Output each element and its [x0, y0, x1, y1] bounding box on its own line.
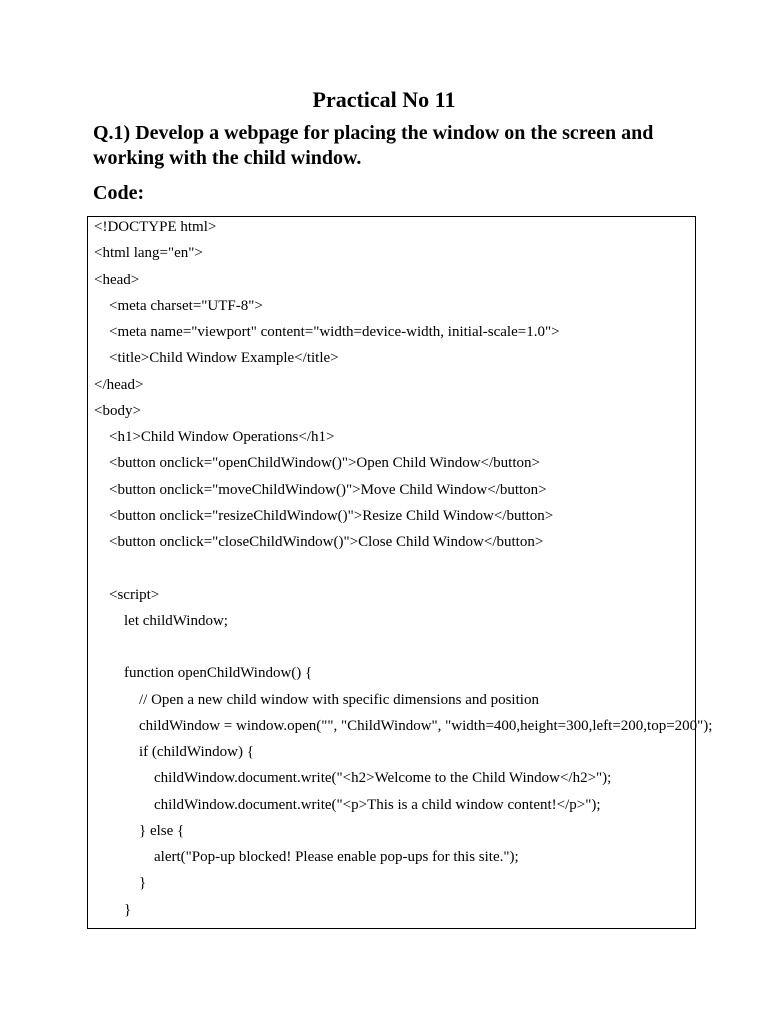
code-line: <button onclick="closeChildWindow()">Close Child Window</button> [94, 534, 544, 550]
code-line: childWindow.document.write("<h2>Welcome to the Child Window</h2>"); [94, 770, 612, 787]
code-line: } else { [94, 822, 185, 839]
code-lines [94, 214, 712, 923]
page-title: Practical No 11 [312, 87, 456, 112]
code-line: <button onclick="openChildWindow()">Open Child Window</button> [94, 455, 540, 472]
code-line: </head> [94, 376, 144, 393]
code-line: } [94, 875, 147, 892]
code-line: if (childWindow) { [94, 744, 254, 760]
code-line: <!DOCTYPE html> [94, 219, 217, 235]
code-heading: Code: [93, 182, 145, 204]
code-line: } [94, 901, 132, 918]
code-line: childWindow.document.write("<p>This is a child window content!</p>"); [94, 796, 601, 813]
code-line: <title>Child Window Example</title> [94, 350, 339, 367]
code-line: <script> [94, 586, 160, 603]
code-line: <button onclick="resizeChildWindow()">Resize Child Window</button> [94, 507, 554, 524]
question-text: Q.1) Develop a webpage for placing the window on the screen and working with the child window. [93, 122, 654, 169]
code-line: alert("Pop-up blocked! Please enable pop-ups for this site."); [94, 849, 519, 865]
code-line: <head> [94, 271, 140, 288]
code-line: // Open a new child window with specific dimensions and position [94, 691, 539, 708]
code-box [87, 216, 713, 929]
code-line [94, 634, 712, 660]
code-line: <button onclick="moveChildWindow()">Move Child Window</button> [94, 481, 547, 498]
code-line: <meta name="viewport" content="width=device-width, initial-scale=1.0"> [94, 324, 560, 340]
code-line: childWindow = window.open("", "ChildWindow", "width=400,height=300,left=200,top=200"); [94, 717, 713, 734]
code-line: <meta charset="UTF-8"> [94, 297, 263, 314]
code-line [94, 555, 712, 581]
code-line: <h1>Child Window Operations</h1> [94, 429, 335, 445]
code-line: function openChildWindow() { [94, 665, 313, 682]
code-line: <body> [94, 402, 141, 419]
code-line: <html lang="en"> [94, 245, 203, 262]
code-line: let childWindow; [94, 612, 228, 629]
